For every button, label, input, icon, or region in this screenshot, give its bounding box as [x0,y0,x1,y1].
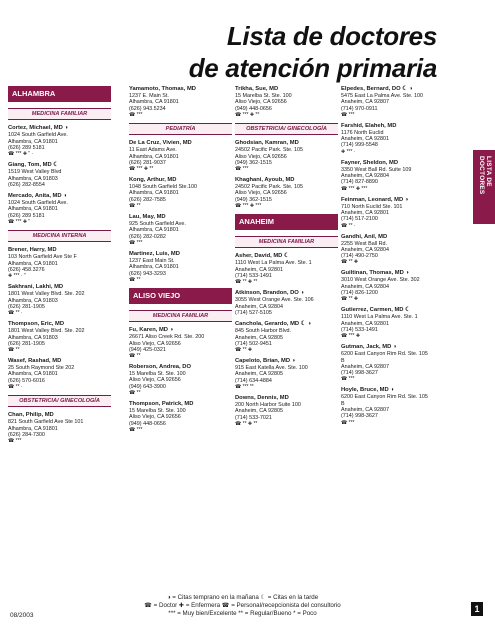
region-header: ANAHEIM [235,214,338,230]
doctor-address-line: Alhambra, CA 91801 [8,371,58,378]
doctor-address-line: 24502 Pacific Park. Ste. 105 [235,147,304,154]
legend-appointments: ◑ = Citas temprano en la mañana ☾ = Citas en la tarde [166,594,319,601]
doctor-name: Canchola, Gerardo, MD ☾ ◑ [235,321,312,328]
doctor-entry [129,214,232,246]
specialty-header: PEDIATRÍA [129,123,232,135]
doctor-address-line: Alhambra, CA 91801 [8,138,58,145]
region-header: ALHAMBRA [8,86,111,102]
doctor-address-line: (714) 634-4884 [235,377,272,384]
rating-icons: ☎ *** ** [235,384,254,391]
doctor-name: Sakhrani, Lakhi, MD [8,284,64,291]
doctor-address-line: (714) 998-3627 [341,370,378,377]
doctor-address-line: (714) 502-9451 [235,340,272,347]
doctor-entry [341,270,444,302]
doctor-entry [341,160,444,192]
doctor-name: Martinez, Luis, MD [129,250,180,257]
doctor-name: Fayner, Sheldon, MD [341,159,399,166]
doctor-address-line: (714) 517-2100 [341,216,378,223]
doctor-entry [8,162,111,188]
doctor-address-line: Alhambra, CA 91801 [129,264,179,271]
legend-staff: ☎ = Doctor ✚ = Enfermera ☎ = Personal/recepcionista del consultorio [144,602,341,609]
doctor-address-line: (949) 643-3900 [129,383,166,390]
rating-icons: ☎ ** ✚ ** [235,420,258,427]
doctor-entry [8,247,111,279]
doctor-address-line: (714) 490-2750 [341,253,378,260]
doctor-address-line: Alhambra, CA 91803 [8,175,58,182]
doctor-address-line: Alhambra, CA 91803 [8,334,58,341]
doctor-address-line: 845 South Harbor Blvd. [235,328,292,335]
rating-icons: ☎ ** [129,203,141,210]
doctor-address-line: Anaheim, CA 92805 [235,408,283,415]
doctor-address-line: 915 East Katella Ave. Ste. 100 [235,365,308,372]
doctor-name: Giang, Tom, MD ☾ [8,162,59,169]
doctor-entry [235,395,338,427]
doctor-name: Hoyle, Bruce, MD ◑ [341,387,394,394]
doctor-entry [235,253,338,285]
doctor-address-line: Alhambra, CA 91801 [129,190,179,197]
doctor-address-line: 200 North Harbor Suite 100 [235,402,301,409]
doctor-address-line: Alhambra, CA 91801 [129,99,179,106]
doctor-address-line: (714) 827-8890 [341,179,378,186]
doctor-address-line: Anaheim, CA 92804 [341,246,389,253]
doctor-name: Capeloto, Brian, MD ◑ [235,358,296,365]
doctor-address-line: 15 Marelba St. Ste. 100 [129,408,186,415]
specialty-header: OBSTETRICIA/ GINECOLOGÍA [8,395,111,407]
doctor-address-line: (626) 282-0282 [129,233,166,240]
doctor-address-line: Alhambra, CA 91801 [8,425,58,432]
doctor-entry [235,177,338,209]
doctor-name: Farshid, Elaheh, MD [341,122,397,129]
rating-icons: ☎ *** ✚ ** [129,166,154,173]
doctor-name: Trikha, Sue, MD [235,86,279,92]
rating-icons: ☎ *** [129,426,143,433]
doctor-address-line: (714) 533-7021 [235,414,272,421]
doctor-name: Mercado, Anita, MD ◑ [8,193,67,200]
doctor-entry [235,290,338,316]
doctor-name: Asher, David, MD ☾ [235,253,290,260]
doctor-address-line: (626) 943-3293 [129,270,166,277]
doctor-entry [129,251,232,283]
doctor-name: Kong, Arthur, MD [129,177,177,184]
doctor-address-line: (626) 289 5181 [8,145,45,151]
doctor-entry [341,197,444,229]
doctor-entry [341,123,444,155]
doctor-name: Gutman, Jack, MD ◑ [341,344,397,351]
doctor-address-line: (626) 282-7585 [129,196,166,203]
doctor-address-line: Anaheim, CA 92805 [235,334,283,341]
doctor-name: Downs, Dennis, MD [235,395,289,402]
doctor-name: Wasef, Rashad, MD [8,358,62,365]
doctor-entry [129,401,232,433]
rating-icons: ☎ *** ✚ ** [235,111,260,118]
doctor-address-line: (949) 448-0656 [129,420,166,427]
rating-icons: ☎ *** ✚ " [8,219,31,226]
rating-icons: ☎ *** ✚ *** [235,203,262,210]
doctor-address-line: Aliso Viejo, CA 92656 [129,340,181,347]
doctor-entry [341,234,444,266]
doctor-address-line: 3055 West Orange Ave. Ste. 106 [235,297,314,304]
doctor-address-line: (949) 362-1515 [235,196,272,203]
doctor-address-line: 1048 South Garfield Ste.100 [129,184,198,191]
doctor-address-line: 710 North Euclid Ste. 101 [341,203,403,210]
doctor-address-line: (714) 533-1491 [235,273,272,280]
doctor-name: Cortez, Michael, MD ◑ [8,125,68,132]
doctor-name: Lau, May, MD [129,214,166,221]
rating-icons: ✚ *** · [341,148,356,155]
doctor-address-line: 15 Marelba St. Ste. 100 [235,93,292,99]
doctor-address-line: Aliso Viejo, CA 92656 [129,414,181,421]
doctor-entry [8,358,111,390]
doctor-address-line: 925 South Garfield Ave. [129,221,186,228]
doctor-address-line: 1237 East Main St. [129,257,175,264]
side-tab-label: LISTA DE DOCTORES [478,156,492,195]
region-header: ALISO VIEJO [129,288,232,304]
doctor-address-line: 1519 West Valley Blvd [8,169,62,176]
doctor-name: Atkinson, Brandon, DO ◑ [235,290,304,297]
doctor-address-line: (626) 282-8554 [8,181,45,188]
doctor-name: Khaghani, Ayoub, MD [235,177,295,184]
doctor-entry [235,86,338,118]
doctor-address-line: (714) 527-5105 [235,309,272,316]
doctor-address-line: (949) 362-1515 [235,159,272,166]
rating-icons: ☎ *** ✚ " · [8,151,34,158]
rating-icons: ☎ ** ✚ [235,347,253,354]
doctor-address-line: (626) 458.3276 [8,267,45,274]
rating-icons: ☎ *** [235,166,249,173]
rating-icons: ☎ ** · [8,310,23,317]
doctor-address-line: Alhambra, CA 91803 [8,297,58,304]
doctor-address-line: 103 North Garfield Ave Ste F [8,254,77,261]
doctor-address-line: 5475 East La Palma Ave. Ste. 100 [341,93,424,99]
column-1 [8,86,111,449]
specialty-header: OBSTETRICIA/ GINECOLOGÍA [235,123,338,135]
doctor-entry [341,86,444,118]
doctor-address-line: Alhambra, CA 91801 [129,227,179,234]
doctor-address-line: 1237 E. Main St. [129,93,169,99]
rating-icons: ☎ *** [341,419,355,426]
doctor-name: Yamamoto, Thomas, MD [129,86,196,92]
rating-icons: ☎ *** [341,376,355,383]
doctor-address-line: Anaheim, CA 92807 [341,363,389,370]
doctor-entry [129,364,232,396]
rating-icons: ☎ ** [129,390,141,397]
column-4 [341,86,444,431]
doctor-address-line: Anaheim, CA 92801 [341,209,389,216]
doctor-address-line: 1110 West La Palma Ave. Ste. 1 [235,260,312,267]
doctor-address-line: B [341,400,345,407]
specialty-header: MEDICINA FAMILIAR [129,310,232,322]
doctor-address-line: Anaheim, CA 92801 [341,136,389,143]
rating-icons: ☎ *** ✚ [341,333,361,340]
doctor-name: Gandhi, Anil, MD [341,233,388,240]
doctor-address-line: (714) 998-3627 [341,413,378,420]
doctor-address-line: (626) 281-1905 [8,340,45,347]
doctor-address-line: 25 South Raymond Ste 202 [8,365,75,372]
doctor-address-line: B [341,357,345,364]
rating-icons: ☎ *** [129,239,143,246]
doctor-address-line: Anaheim, CA 92804 [341,283,389,290]
doctor-address-line: (714) 826-1200 [341,290,378,297]
rating-icons: ☎ ** ✚ ** [235,279,258,286]
specialty-header: MEDICINA INTERNA [8,230,111,242]
doctor-address-line: 1024 South Garfield Ave. [8,200,68,207]
doctor-address-line: Aliso Viejo, CA 92656 [235,153,287,160]
doctor-address-line: Anaheim, CA 92804 [341,173,389,180]
doctor-address-line: 6200 East Canyon Rim Rd. Ste. 105 [341,351,428,358]
doctor-entry [8,412,111,444]
page-number: 1 [471,602,483,616]
rating-icons: ☎ ** ✚ [341,259,359,266]
doctor-address-line: 821 South Garfield Ave Ste 101 [8,419,84,426]
doctor-entry [235,321,338,353]
doctor-entry [8,193,111,225]
doctor-address-line: (714) 999-5548 [341,142,378,149]
footer-date: 08/2003 [10,612,34,619]
doctor-address-line: (626) 570-6016 [8,377,45,384]
rating-icons: ☎ ** ✚ [341,296,359,303]
doctor-name: Brener, Harry, MD [8,247,57,254]
column-3 [235,86,338,432]
side-section-tab [473,150,495,224]
doctor-entry [8,125,111,157]
rating-icons: ✚ *** · " [8,273,26,280]
doctor-address-line: Alhambra, CA 91801 [8,206,58,213]
doctor-name: Feinman, Leonard, MD ◑ [341,196,409,203]
doctor-address-line: 15 Marelba St. Ste. 100 [129,371,186,378]
doctor-entry [129,86,232,118]
rating-icons: ☎ *** [341,111,355,118]
doctor-address-line: (626) 943.5234 [129,105,166,112]
doctor-address-line: (626) 281-1905 [8,303,45,310]
doctor-address-line: (949) 448-0656 [235,105,272,112]
doctor-address-line: Anaheim, CA 92807 [341,407,389,414]
rating-icons: ☎ ** [129,353,141,360]
doctor-address-line: Anaheim, CA 92805 [235,371,283,378]
doctor-address-line: 26671 Aliso Creek Rd. Ste. 200 [129,334,205,341]
doctor-address-line: Aliso Viejo, CA 92656 [129,377,181,384]
doctor-address-line: Alhambra, CA 91801 [129,153,179,160]
page-title-line-1: Lista de doctores [226,21,437,51]
doctor-name: Chan, Philip, MD [8,412,54,419]
doctor-name: Fu, Karen, MD ◑ [129,327,174,334]
doctor-address-line: 3010 West Orange Ave. Ste. 302 [341,277,420,284]
rating-icons: ☎ ** · [341,222,356,229]
doctor-address-line: Alhambra, CA 91801 [8,260,58,267]
rating-icons: ☎ *** [129,111,143,118]
doctor-address-line: (714) 533-1491 [341,326,378,333]
doctor-address-line: Anaheim, CA 92801 [235,266,283,273]
doctor-entry [341,387,444,425]
doctor-name: Ghodsian, Kamran, MD [235,140,299,147]
doctor-entry [8,321,111,353]
doctor-name: Thompson, Patrick, MD [129,401,194,408]
doctor-address-line: 1024 South Garfield Ave. [8,132,68,139]
doctor-name: Roberson, Andrea, DO [129,364,191,371]
doctor-name: De La Cruz, Vivien, MD [129,140,192,147]
doctor-entry [129,327,232,359]
doctor-name: Thompson, Eric, MD [8,321,65,328]
doctor-entry [341,344,444,382]
column-2 [129,86,232,438]
specialty-header: MEDICINA FAMILIAR [235,236,338,248]
specialty-header: MEDICINA FAMILIAR [8,108,111,120]
rating-icons: ☎ ** · [8,384,23,391]
doctor-entry [8,284,111,316]
doctor-address-line: 24502 Pacific Park. Ste. 105 [235,184,304,191]
doctor-address-line: 1176 North Euclid [341,129,384,136]
doctor-entry [341,307,444,339]
doctor-address-line: 3350 West Ball Rd. Suite 109 [341,166,412,173]
doctor-address-line: 1801 West Valley Blvd. Ste. 202 [8,291,85,298]
doctor-address-line: (714) 970-0911 [341,105,378,112]
doctor-address-line: Anaheim, CA 92804 [235,303,283,310]
doctor-address-line: (626) 284-7300 [8,432,45,439]
page-title-line-2: de atención primaria [188,53,437,83]
doctor-name: Elpedes, Bernard, DO ☾ ◑ [341,86,413,92]
legend-rating: *** = Muy bien/Excelente ** = Regular/Bueno * = Poco [168,610,317,617]
doctor-entry [129,140,232,172]
doctor-address-line: 11 East Adams Ave. [129,147,177,154]
doctor-address-line: (626) 289 5181 [8,212,45,219]
doctor-address-line: Anaheim, CA 92807 [341,99,389,106]
doctor-address-line: 2255 West Ball Rd. [341,240,388,247]
doctor-entry [129,177,232,209]
doctor-address-line: 1801 West Valley Blvd. Ste. 202 [8,328,85,335]
doctor-address-line: (949) 425-0321 [129,346,166,353]
doctor-address-line: Aliso Viejo, CA 92656 [235,99,287,106]
doctor-address-line: 6200 East Canyon Rim Rd. Ste. 105 [341,394,428,401]
doctor-address-line: 1110 West La Palma Ave. Ste. 1 [341,314,418,321]
doctor-entry [235,358,338,390]
doctor-entry [235,140,338,172]
doctor-name: Gutierrez, Carmen, MD ☾ [341,307,411,314]
rating-icons: ☎ ** [8,347,20,354]
doctor-address-line: Aliso Viejo, CA 92656 [235,190,287,197]
rating-icons: ☎ *** [8,438,22,445]
doctor-address-line: Anaheim, CA 92801 [341,320,389,327]
rating-icons: ☎ ** [129,276,141,283]
doctor-name: Guiltinan, Thomas, MD ◑ [341,270,409,277]
doctor-address-line: (626) 281-9037 [129,159,166,166]
rating-icons: ☎ *** ✚ *** [341,185,368,192]
